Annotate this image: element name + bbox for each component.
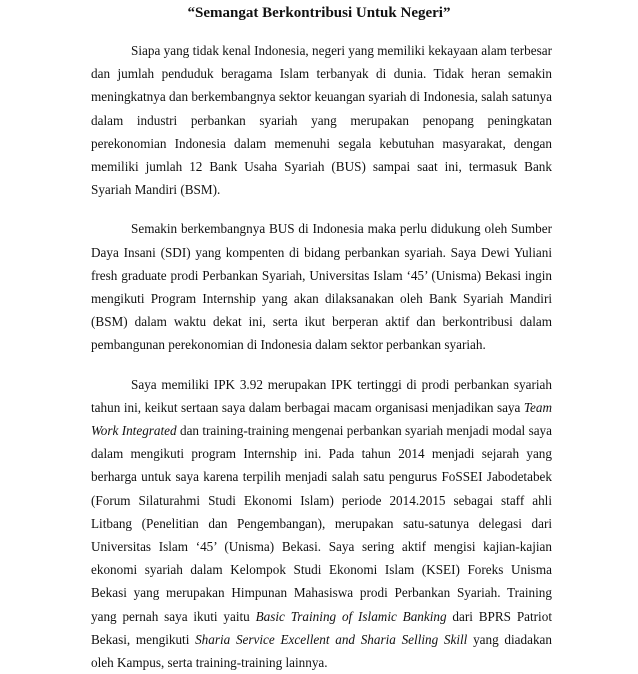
italic-phrase-sharia-service: Sharia Service Excellent and Sharia Selling Skill	[195, 631, 468, 647]
paragraph-3-text-4: yang diadakan oleh Kampus, serta training-training lainnya.	[91, 631, 553, 671]
paragraph-3	[91, 373, 552, 674]
paragraph-3-text-1: Saya memiliki IPK 3.92 merupakan IPK tertinggi di prodi perbankan syariah tahun ini, keikut sertaan saya dalam berbagai macam organisasi menjadikan saya	[91, 376, 552, 415]
paragraph-3-text-3: dari BPRS Patriot Bekasi, mengikuti	[91, 608, 552, 647]
paragraph-1: Siapa yang tidak kenal Indonesia, negeri yang memiliki kekayaan alam terbesar dan jumlah penduduk beragama Islam terbanyak di dunia. Tidak heran semakin meningkatnya dan berkembangnya sektor keuangan syariah di Indonesia, salah satunya dalam industri perbankan syariah yang merupakan penopang peningkatan perekonomian Indonesia dalam memenuhi segala kebutuhan masyarakat, dengan memiliki jumlah 12 Bank Usaha Syariah (BUS) sampai saat ini, termasuk Bank Syariah Mandiri (BSM).	[91, 43, 552, 198]
document-title: “Semangat Berkontribusi Untuk Negeri”	[187, 5, 451, 21]
document-body	[91, 39, 552, 674]
italic-phrase-team-work: Team Work Integrated	[91, 399, 552, 439]
paragraph-3-text-2: dan training-training mengenai perbankan syariah menjadi modal saya dalam mengikuti program Internship ini. Pada tahun 2014 menjadi sejarah yang berharga untuk saya karena terpilih menjadi salah satu pengurus FoSSEI Jabodetabek (Forum Silaturahmi Studi Ekonomi Islam) periode 2014.2015 sebagai staff ahli Litbang (Penelitian dan Pengembangan), merupakan satu-satunya delegasi dari Universitas Islam ‘45’ (Unisma) Bekasi. Saya sering aktif mengisi kajian-kajian ekonomi syariah dalam Kelompok Studi Ekonomi Islam (KSEI) Foreks Unisma Bekasi yang merupakan Himpunan Mahasiswa prodi Perbankan Syariah. Training yang pernah saya ikuti yaitu	[91, 423, 552, 624]
italic-phrase-basic-training: Basic Training of Islamic Banking	[255, 608, 447, 624]
paragraph-2: Semakin berkembangnya BUS di Indonesia maka perlu didukung oleh Sumber Daya Insani (SDI) yang kompenten di bidang perbankan syariah. Saya Dewi Yuliani fresh graduate prodi Perbankan Syariah, Universitas Islam ‘45’ (Unisma) Bekasi ingin mengikuti Program Internship yang akan dilaksanakan oleh Bank Syariah Mandiri (BSM) dalam waktu dekat ini, serta ikut berperan aktif dan berkontribusi dalam pembangunan perekonomian di Indonesia dalam sektor perbankan syariah.	[91, 221, 552, 353]
